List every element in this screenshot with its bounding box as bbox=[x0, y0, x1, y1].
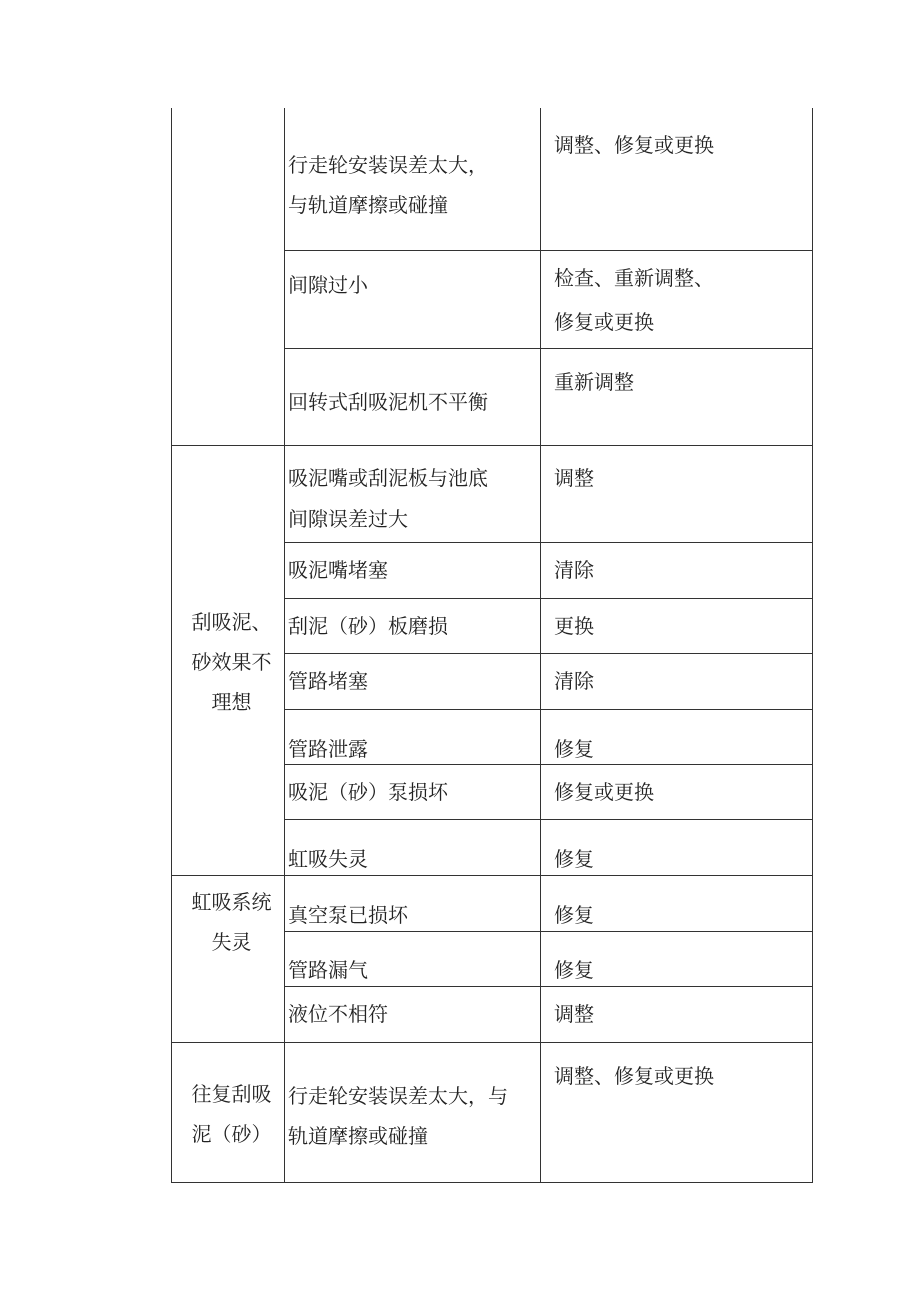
row-divider bbox=[284, 542, 813, 543]
cause-cell: 液位不相符 bbox=[288, 1002, 388, 1026]
group-divider bbox=[171, 875, 813, 876]
action-cell: 修复或更换 bbox=[554, 310, 654, 334]
table-border-right bbox=[812, 108, 813, 1183]
cause-cell: 管路堵塞 bbox=[288, 669, 368, 693]
fault-line: 虹吸系统 bbox=[191, 890, 272, 914]
action-cell: 清除 bbox=[554, 669, 594, 693]
cause-cell: 回转式刮吸泥机不平衡 bbox=[288, 390, 488, 414]
action-cell: 重新调整 bbox=[554, 370, 634, 394]
row-divider bbox=[284, 250, 813, 251]
fault-line: 泥（砂） bbox=[191, 1122, 272, 1146]
fault-cell bbox=[180, 602, 283, 722]
row-divider bbox=[284, 598, 813, 599]
cause-cell: 吸泥嘴或刮泥板与池底 bbox=[288, 466, 488, 490]
cause-cell: 与轨道摩擦或碰撞 bbox=[288, 193, 448, 217]
action-cell: 调整 bbox=[554, 466, 594, 490]
row-divider bbox=[284, 709, 813, 710]
action-cell: 更换 bbox=[554, 614, 594, 638]
action-cell: 调整、修复或更换 bbox=[554, 133, 714, 157]
fault-line: 失灵 bbox=[211, 930, 252, 954]
cause-cell: 刮泥（砂）板磨损 bbox=[288, 614, 448, 638]
action-cell: 修复 bbox=[554, 847, 594, 871]
cause-cell: 吸泥（砂）泵损坏 bbox=[288, 780, 448, 804]
action-cell: 清除 bbox=[554, 558, 594, 582]
cause-cell: 管路漏气 bbox=[288, 958, 368, 982]
group-divider bbox=[171, 445, 813, 446]
table-border-bottom bbox=[171, 1182, 813, 1183]
cause-cell: 行走轮安装误差太大，与 bbox=[288, 1084, 508, 1108]
action-cell: 修复 bbox=[554, 903, 594, 927]
cause-cell: 轨道摩擦或碰撞 bbox=[288, 1124, 428, 1148]
table-border-left bbox=[171, 108, 172, 1183]
fault-line: 砂效果不 bbox=[191, 650, 272, 674]
cause-cell: 吸泥嘴堵塞 bbox=[288, 558, 388, 582]
action-cell: 检查、重新调整、 bbox=[554, 266, 714, 290]
row-divider bbox=[284, 348, 813, 349]
cause-cell: 真空泵已损坏 bbox=[288, 903, 408, 927]
action-cell: 调整 bbox=[554, 1002, 594, 1026]
table-column-divider-1 bbox=[284, 108, 285, 1183]
fault-line: 往复刮吸 bbox=[191, 1082, 272, 1106]
fault-cell bbox=[180, 1074, 283, 1154]
action-cell: 修复或更换 bbox=[554, 780, 654, 804]
cause-cell: 管路泄露 bbox=[288, 737, 368, 761]
table-column-divider-2 bbox=[540, 108, 541, 1183]
cause-cell: 间隙误差过大 bbox=[288, 507, 408, 531]
action-cell: 修复 bbox=[554, 737, 594, 761]
fault-cell bbox=[180, 882, 283, 962]
cause-cell: 间隙过小 bbox=[288, 273, 368, 297]
cause-cell: 行走轮安装误差太大， bbox=[288, 153, 488, 177]
fault-line: 理想 bbox=[211, 690, 252, 714]
action-cell: 修复 bbox=[554, 958, 594, 982]
row-divider bbox=[284, 819, 813, 820]
action-cell: 调整、修复或更换 bbox=[554, 1064, 714, 1088]
cause-cell: 虹吸失灵 bbox=[288, 847, 368, 871]
group-divider bbox=[171, 1042, 813, 1043]
row-divider bbox=[284, 653, 813, 654]
fault-line: 刮吸泥、 bbox=[191, 610, 272, 634]
